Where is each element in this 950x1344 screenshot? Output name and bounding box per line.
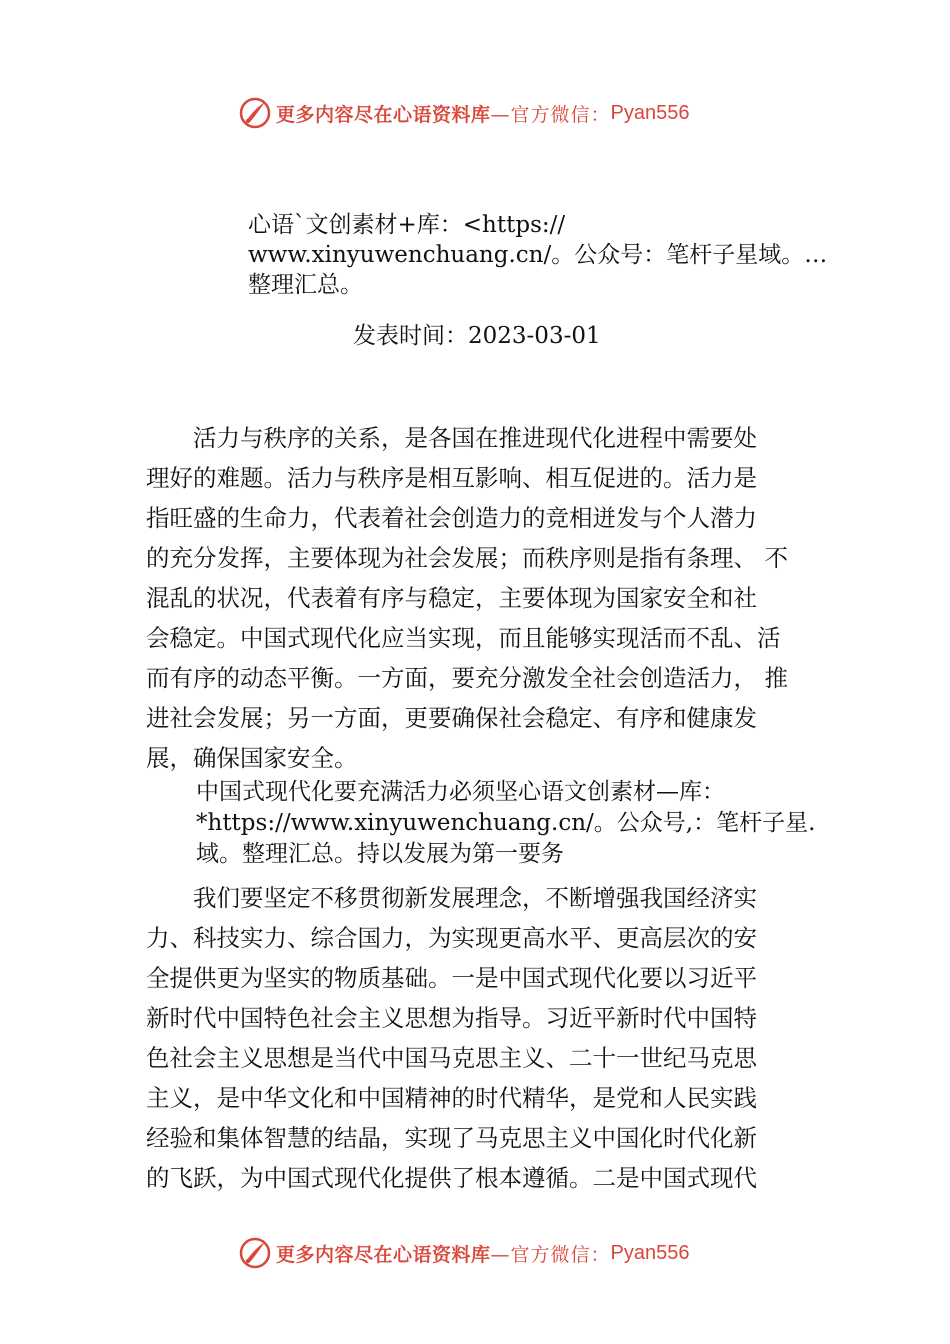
text-line: 的充分发挥，主要体现为社会发展；而秩序则是指有条理、 不 bbox=[146, 544, 788, 572]
footer-banner bbox=[238, 1236, 690, 1270]
header-banner bbox=[238, 96, 690, 130]
text-line: 会稳定。中国式现代化应当实现，而且能够实现活而不乱、活 bbox=[146, 624, 781, 652]
banner-text-wechat: —官方微信： bbox=[490, 103, 611, 126]
banner-text-main: 更多内容尽在心语资料库 bbox=[276, 103, 491, 126]
text-line: 活力与秩序的关系，是各国在推进现代化进程中需要处 bbox=[146, 424, 757, 452]
paragraph-2 bbox=[146, 878, 757, 1198]
source-line: 整理汇总。 bbox=[248, 272, 363, 298]
text-line: 全提供更为坚实的物质基础。一是中国式现代化要以习近平 bbox=[146, 964, 757, 992]
banner-text-id: Pyan556 bbox=[610, 1241, 690, 1264]
banner-text-main: 更多内容尽在心语资料库 bbox=[276, 1243, 491, 1266]
text-line: 色社会主义思想是当代中国马克思主义、二十一世纪马克思 bbox=[146, 1044, 757, 1072]
text-line: 理好的难题。活力与秩序是相互影响、相互促进的。活力是 bbox=[146, 464, 757, 492]
text-line: 我们要坚定不移贯彻新发展理念，不断增强我国经济实 bbox=[146, 884, 757, 912]
text-line: 进社会发展；另一方面，更要确保社会稳定、有序和健康发 bbox=[146, 704, 757, 732]
text-line: *https://www.xinyuwenchuang.cn/。公众号,：笔杆子星. bbox=[196, 810, 816, 836]
banner-text-id: Pyan556 bbox=[610, 101, 690, 124]
text-line: 域。整理汇总。持以发展为第一要务 bbox=[196, 841, 564, 867]
text-line: 指旺盛的生命力，代表着社会创造力的竞相迸发与个人潜力 bbox=[146, 504, 757, 532]
text-line: 中国式现代化要充满活力必须坚心语文创素材—库： bbox=[196, 779, 725, 805]
banner-text-wechat: —官方微信： bbox=[490, 1243, 611, 1266]
text-line: 的飞跃，为中国式现代化提供了根本遵循。二是中国式现代 bbox=[146, 1164, 757, 1192]
text-line: 经验和集体智慧的结晶，实现了马克思主义中国化时代化新 bbox=[146, 1124, 757, 1152]
text-line: 力、科技实力、综合国力，为实现更高水平、更高层次的安 bbox=[146, 924, 757, 952]
source-note bbox=[248, 210, 848, 300]
brush-logo-icon bbox=[238, 1236, 272, 1270]
text-line: 而有序的动态平衡。一方面，要充分激发全社会创造活力， 推 bbox=[146, 664, 788, 692]
text-line: 展，确保国家安全。 bbox=[146, 744, 358, 772]
source-line: 心语`文创素材+库：<https:// bbox=[248, 212, 566, 238]
brush-logo-icon bbox=[238, 96, 272, 130]
source-line: www.xinyuwenchuang.cn/。公众号：笔杆子星域。… bbox=[248, 242, 828, 268]
text-line: 主义，是中华文化和中国精神的时代精华，是党和人民实践 bbox=[146, 1084, 757, 1112]
text-line: 混乱的状况，代表着有序与稳定，主要体现为国家安全和社 bbox=[146, 584, 757, 612]
publish-date: 发表时间：2023-03-01 bbox=[353, 323, 601, 349]
paragraph-1 bbox=[146, 418, 788, 778]
text-line: 新时代中国特色社会主义思想为指导。习近平新时代中国特 bbox=[146, 1004, 757, 1032]
inserted-heading bbox=[196, 777, 815, 870]
